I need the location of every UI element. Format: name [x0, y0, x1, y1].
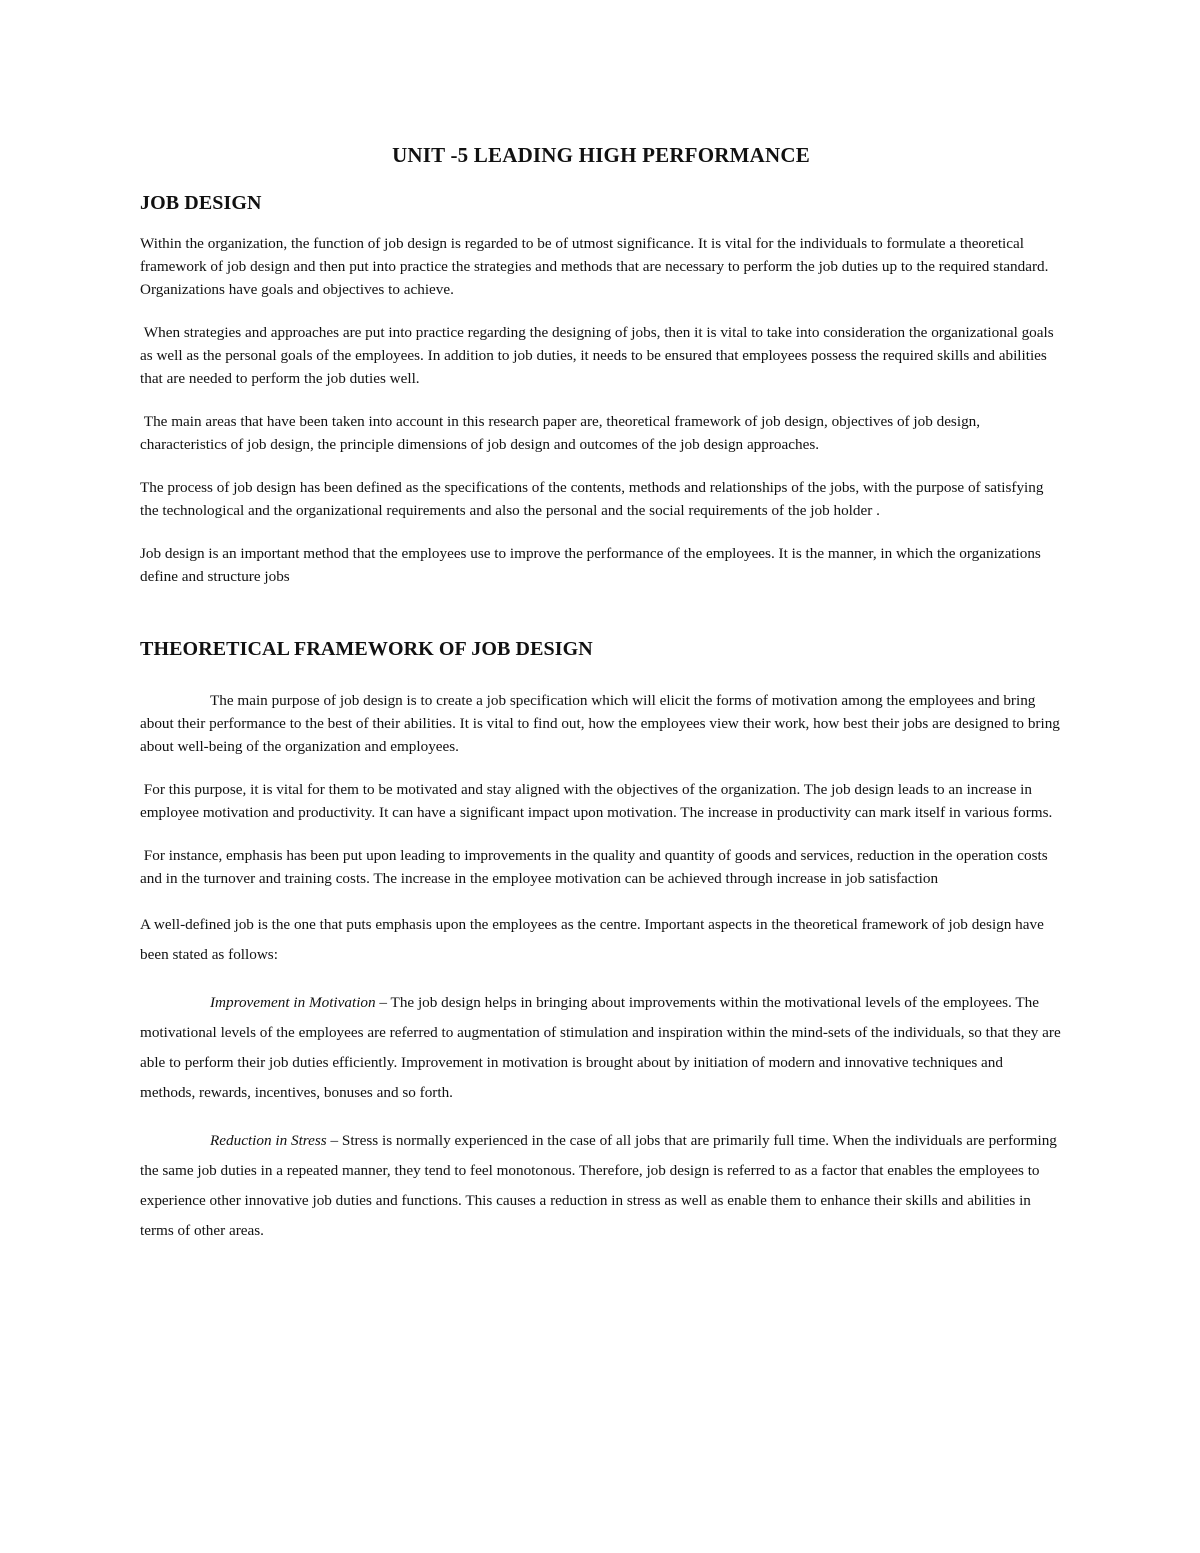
document-title: UNIT -5 LEADING HIGH PERFORMANCE	[392, 143, 810, 167]
paragraph: The main areas that have been taken into account in this research paper are, theoretical framework of job design, objectives of job design, characteristics of job design, the principle dimensions of job design and outcomes of the job design approaches.	[140, 413, 984, 453]
paragraph: When strategies and approaches are put into practice regarding the designing of jobs, then it is vital to take into consideration the organizational goals as well as the personal goals of the employees. In addition to job duties, it needs to be ensured that employees possess the required skills and abilities that are needed to perform the job duties well.	[140, 324, 1058, 387]
paragraph: The main purpose of job design is to create a job specification which will elicit the forms of motivation among the employees and bring about their performance to the best of their abilities. It is vital to find out, how the employees view their work, how best their jobs are designed to bring about well-being of the organization and employees.	[140, 692, 1060, 755]
paragraph: Job design is an important method that the employees use to improve the performance of the employees. It is the manner, in which the organizations define and structure jobs	[140, 545, 1041, 585]
section-theoretical-framework	[140, 689, 1062, 890]
paragraph: For instance, emphasis has been put upon leading to improvements in the quality and quantity of goods and services, reduction in the operation costs and in the turnover and training costs. The increase in the employee motivation can be achieved through increase in job satisfaction	[140, 847, 1052, 887]
document-body	[140, 143, 1062, 1264]
section-heading-job-design: JOB DESIGN	[140, 192, 262, 214]
paragraph: For this purpose, it is vital for them to be motivated and stay aligned with the objectives of the organization. The job design leads to an increase in employee motivation and productivity. It can have a significant impact upon motivation. The increase in productivity can mark itself in various forms.	[140, 781, 1053, 821]
paragraph: A well-defined job is the one that puts emphasis upon the employees as the centre. Important aspects in the theoretical framework of job design have been stated as follows:	[140, 916, 1044, 963]
section-aspects	[140, 910, 1062, 1246]
point-lead: Improvement in Motivation	[210, 994, 376, 1011]
point-lead: Reduction in Stress	[210, 1132, 327, 1149]
paragraph: Within the organization, the function of job design is regarded to be of utmost significance. It is vital for the individuals to formulate a theoretical framework of job design and then put into practice the strategies and methods that are necessary to perform the job duties up to the required standard. Organizations have goals and objectives to achieve.	[140, 235, 1049, 298]
point-reduction-in-stress	[140, 1126, 1062, 1246]
section-heading-theoretical-framework: THEORETICAL FRAMEWORK OF JOB DESIGN	[140, 638, 593, 660]
point-text: – Stress is normally experienced in the case of all jobs that are primarily full time. When the individuals are performing the same job duties in a repeated manner, they tend to feel monotonous. Therefore, job design is referred to as a factor that enables the employees to experience other innovative job duties and functions. This causes a reduction in stress as well as enable them to enhance their skills and abilities in terms of other areas.	[140, 1132, 1057, 1239]
point-improvement-in-motivation	[140, 988, 1062, 1108]
section-job-design	[140, 232, 1062, 588]
paragraph: The process of job design has been defined as the specifications of the contents, methods and relationships of the jobs, with the purpose of satisfying the technological and the organizational requirements and also the personal and the social requirements of the job holder .	[140, 479, 1044, 519]
point-text: – The job design helps in bringing about improvements within the motivational levels of the employees. The motivational levels of the employees are referred to augmentation of stimulation and inspiration within the mind-sets of the individuals, so that they are able to perform their job duties efficiently. Improvement in motivation is brought about by initiation of modern and innovative techniques and methods, rewards, incentives, bonuses and so forth.	[140, 994, 1061, 1101]
